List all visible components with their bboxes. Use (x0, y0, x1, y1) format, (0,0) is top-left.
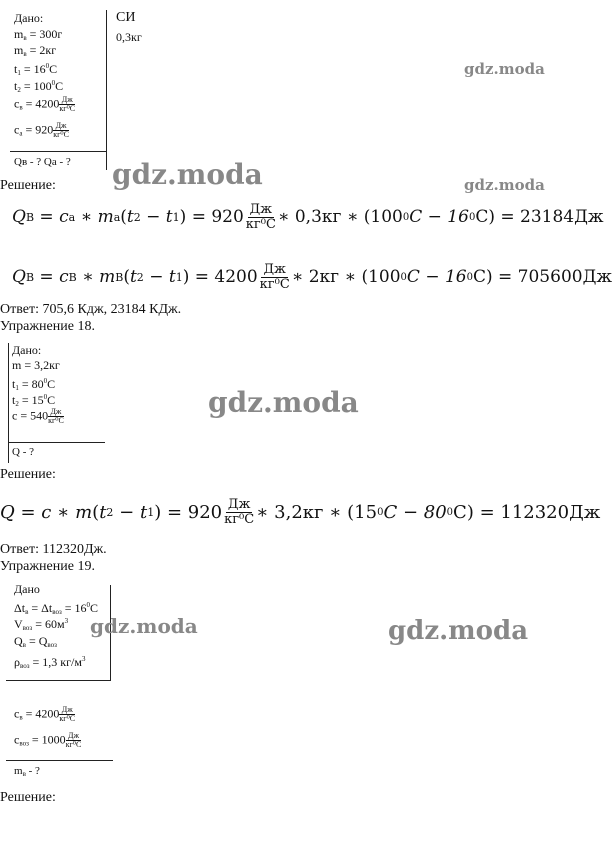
given-dt: $\Delta t_в = \Delta t_{воз} = 16^0С$ (14, 601, 99, 616)
divider (10, 151, 107, 152)
given-mv: $m_в = 300г$ (14, 27, 63, 42)
si-value: 0,3кг (116, 30, 142, 44)
given-rho: $\rho_{воз} = 1,3$ $кг/м^3$ (14, 655, 86, 670)
divider (6, 760, 113, 761)
given-v: $V_{воз} = 60м^3$ (14, 617, 69, 632)
given-t1: $t_1 = 16^0С$ (14, 62, 58, 77)
solution-label: Решение: (0, 467, 56, 482)
watermark: gdz.moda (112, 158, 263, 191)
watermark: gdz.moda (208, 386, 359, 419)
find-line: Qв - ? Qа - ? (14, 156, 71, 168)
given-m: m = 3,2кг (12, 358, 60, 372)
given-q: $Q_в = Q_{воз}$ (14, 634, 57, 649)
watermark: gdz.moda (464, 60, 545, 78)
exercise-title-18: Упражнение 18. (0, 319, 95, 334)
given-title: Дано: (12, 343, 42, 357)
solution-label: Решение: (0, 790, 56, 805)
watermark: gdz.moda (388, 616, 529, 646)
answer-18: Ответ: 112320Дж. (0, 542, 107, 557)
given-cv: $c_в = 4200$ $\frac{Дж}{\text{кг⁰С}}$ (14, 705, 76, 723)
formula-qa: Q B = c a ∗ m a ( t 2 − t 1 ) = 920 Дж кг⁰С ∗ 0,3кг ∗ (100 0 С − 16 0 С) = 23184Дж (12, 201, 604, 232)
given-ca: $c_а = 920$ $\frac{Дж}{\text{кг⁰С}}$ (14, 121, 69, 139)
given-c: c = 540 $\frac{Дж}{\text{кг⁰С}}$ (12, 407, 64, 425)
given-cv: $c_в = 4200$ $\frac{Дж}{\text{кг⁰С}}$ (14, 95, 76, 113)
find-line: Q - ? (12, 446, 34, 458)
solution-label: Решение: (0, 178, 56, 193)
find-line: $m_в$ - ? (14, 765, 40, 778)
given-cvoz: $c_{воз} = 1000$ $\frac{Дж}{\text{кг⁰С}}$ (14, 731, 82, 749)
vertical-divider (106, 10, 107, 170)
watermark: gdz.moda (90, 614, 198, 638)
divider (8, 442, 105, 443)
given-t1: $t_1 = 80^0С$ (12, 377, 56, 392)
given-mv2: $m_в = 2кг$ (14, 43, 57, 58)
formula-q: Q = c ∗ m ( t 2 − t 1 ) = 920 Дж кг⁰С ∗ 3,2кг ∗ (15 0 С − 80 0 С) = 112320Дж (0, 496, 601, 527)
given-title: Дано (14, 582, 40, 596)
given-t2: $t_2 = 15^0С$ (12, 393, 56, 408)
watermark: gdz.moda (464, 176, 545, 194)
exercise-title-19: Упражнение 19. (0, 559, 95, 574)
given-title: Дано: (14, 11, 44, 25)
given-t2: $t_2 = 100^0С$ (14, 79, 64, 94)
divider (6, 680, 111, 681)
si-title: СИ (116, 10, 136, 25)
answer-17: Ответ: 705,6 Кдж, 23184 КДж. (0, 302, 182, 317)
formula-qv: Q B = c B ∗ m B ( t 2 − t 1 ) = 4200 Дж кг⁰С ∗ 2кг ∗ (100 0 С − 16 0 С) = 705600Дж (12, 261, 612, 292)
vertical-divider (8, 343, 9, 463)
